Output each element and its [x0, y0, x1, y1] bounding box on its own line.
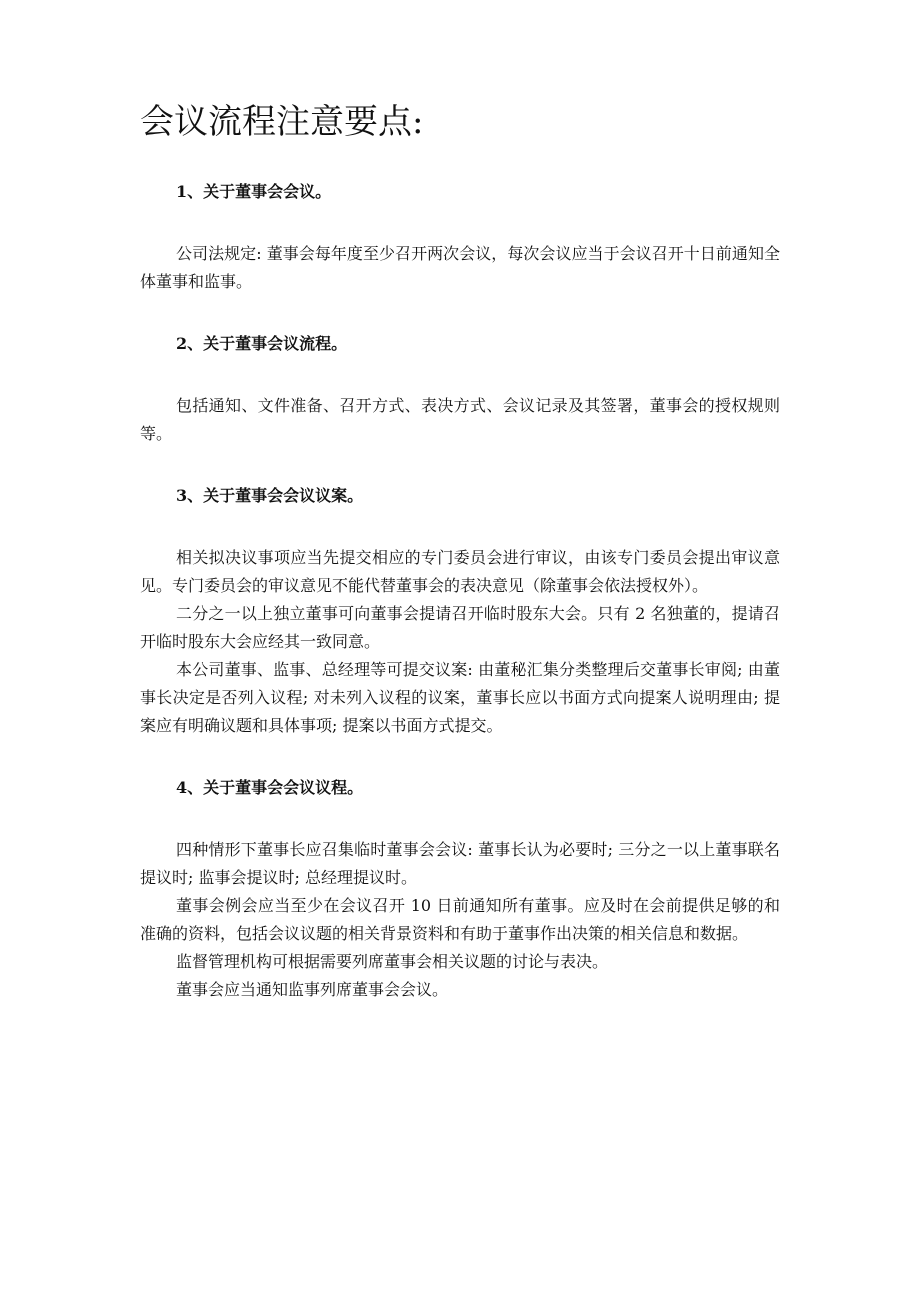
- paragraph: 二分之一以上独立董事可向董事会提请召开临时股东大会。只有 2 名独董的，提请召开临时股东大会应经其一致同意。: [140, 604, 780, 651]
- section-1: [140, 178, 780, 296]
- paragraph: 包括通知、文件准备、召开方式、表决方式、会议记录及其签署，董事会的授权规则等。: [140, 396, 780, 443]
- section-heading: 4、关于董事会会议议程。: [176, 778, 364, 797]
- section-4: [140, 774, 780, 1004]
- section-3: [140, 482, 780, 740]
- paragraph: 相关拟决议事项应当先提交相应的专门委员会进行审议，由该专门委员会提出审议意见。专门委员会的审议意见不能代替董事会的表决意见（除董事会依法授权外）。: [140, 548, 780, 595]
- paragraph: 公司法规定: 董事会每年度至少召开两次会议，每次会议应当于会议召开十日前通知全体董事和监事。: [140, 244, 780, 291]
- paragraph: 本公司董事、监事、总经理等可提交议案: 由董秘汇集分类整理后交董事长审阅; 由董事长决定是否列入议程; 对未列入议程的议案，董事长应以书面方式向提案人说明理由; 提案应有明确议题和具体事项; 提案以书面方式提交。: [140, 660, 780, 735]
- document-title: 会议流程注意要点:: [140, 102, 424, 142]
- document-page: [140, 100, 780, 1004]
- section-heading: 1、关于董事会会议。: [176, 182, 332, 201]
- paragraph: 董事会应当通知监事列席董事会会议。: [176, 980, 449, 999]
- section-heading: 3、关于董事会会议议案。: [176, 486, 364, 505]
- section-heading: 2、关于董事会议流程。: [176, 334, 348, 353]
- section-2: [140, 330, 780, 448]
- paragraph: 董事会例会应当至少在会议召开 10 日前通知所有董事。应及时在会前提供足够的和准确的资料，包括会议议题的相关背景资料和有助于董事作出决策的相关信息和数据。: [140, 896, 780, 943]
- paragraph: 监督管理机构可根据需要列席董事会相关议题的讨论与表决。: [176, 952, 609, 971]
- paragraph: 四种情形下董事长应召集临时董事会会议: 董事长认为必要时; 三分之一以上董事联名提议时; 监事会提议时; 总经理提议时。: [140, 840, 780, 887]
